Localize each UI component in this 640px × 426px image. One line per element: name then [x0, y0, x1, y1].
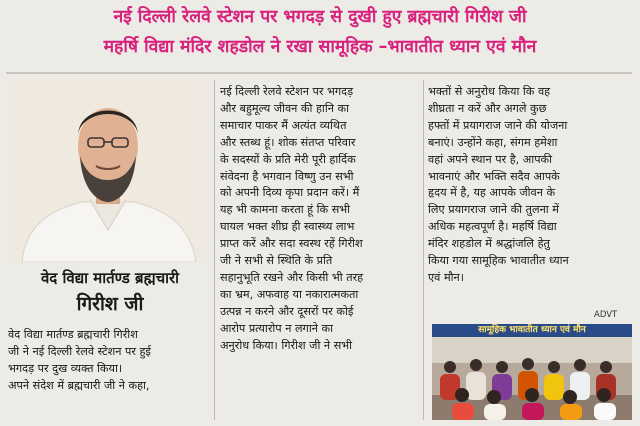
text-line: नई दिल्ली रेलवे स्टेशन पर भगदड़	[220, 85, 354, 98]
text-line: शीघ्रता न करें और अगले कुछ	[428, 101, 547, 115]
text-line: भगदड़ पर दुख व्यक्त किया।	[8, 361, 123, 375]
text-line: यह भी कामना करता हूं कि सभी	[220, 203, 351, 217]
text-line: अधिक महत्वपूर्ण है। महर्षि विद्या	[428, 220, 557, 234]
text-line: हफ्तों में प्रयागराज जाने की योजना	[428, 118, 568, 132]
text-line: मंदिर शहडोल में श्रद्धांजलि हेतु	[428, 237, 550, 251]
headline-rule	[6, 72, 632, 74]
caption-name: गिरीश जी	[76, 293, 144, 315]
text-line: लिए प्रयागराज जाने की तुलना में	[428, 203, 559, 217]
text-line: का भ्रम, अफवाह या नकारात्मकता	[220, 287, 359, 301]
text-line: वहां अपने स्थान पर है, आपकी	[428, 152, 553, 166]
text-line: भावनाएं और भक्ति सदैव आपके	[428, 169, 560, 183]
headline-line-2: महर्षि विद्या मंदिर शहडोल ने रखा सामूहिक –भावातीत ध्यान एवं मौन	[103, 37, 537, 57]
text-line: जी ने नई दिल्ली रेलवे स्टेशन पर हुई	[8, 344, 151, 358]
text-line: के सदस्यों के प्रति मेरी पूरी हार्दिक	[220, 152, 356, 166]
article-column-1	[8, 327, 212, 395]
article-column-2	[220, 84, 418, 355]
caption-title: वेद विद्या मार्तण्ड ब्रह्मचारी	[40, 269, 180, 287]
headline-line-1: नई दिल्ली रेलवे स्टेशन पर भगदड़ से दुखी हुए ब्रह्मचारी गिरीश जी	[113, 7, 527, 27]
text-line: आरोप प्रत्यारोप न लगाने का	[220, 321, 333, 335]
text-line: और बहुमूल्य जीवन की हानि का	[220, 101, 349, 115]
text-line: अनुरोध किया। गिरीश जी ने सभी	[220, 338, 353, 352]
advt-label: ADVT	[594, 310, 618, 320]
text-line: अपने संदेश में ब्रह्मचारी जी ने कहा,	[8, 378, 150, 392]
text-line: किया गया सामूहिक भावातीत ध्यान	[428, 254, 569, 268]
meditation-photo	[432, 324, 632, 420]
article-column-3	[428, 84, 632, 287]
headline	[4, 2, 636, 70]
column-divider-2	[423, 80, 424, 420]
portrait-illustration	[12, 80, 204, 262]
text-line: उत्पन्न न करने और दूसरों पर कोई	[220, 304, 354, 318]
text-line: और स्तब्ध हूं। शोक संतप्त परिवार	[220, 135, 356, 149]
text-line: सहानुभूति रखने और किसी भी तरह	[220, 270, 364, 284]
text-line: समाचार पाकर मैं अत्यंत व्यथित	[220, 118, 347, 132]
text-line: जी ने सभी से स्थिति के प्रति	[220, 254, 333, 268]
column-divider-1	[214, 80, 215, 420]
portrait-photo	[12, 80, 204, 262]
meditation-photo-banner: सामूहिक भावातीत ध्यान एवं मौन	[432, 324, 632, 337]
meditation-group-illustration	[432, 337, 632, 420]
text-line: भक्तों से अनुरोध किया कि वह	[428, 85, 551, 98]
text-line: प्राप्त करें और सदा स्वस्थ रहें गिरीश	[220, 237, 363, 251]
text-line: घायल भक्त शीघ्र ही स्वास्थ्य लाभ	[220, 220, 355, 234]
text-line: हृदय में है, यह आपके जीवन के	[428, 186, 556, 200]
text-line: को अपनी दिव्य कृपा प्रदान करें। मैं	[220, 186, 360, 200]
photo-caption	[10, 266, 210, 318]
text-line: संवेदना है भगवान विष्णु उन सभी	[220, 169, 354, 183]
text-line: वेद विद्या मार्तण्ड ब्रह्मचारी गिरीश	[8, 328, 138, 341]
text-line: एवं मौन।	[428, 270, 465, 284]
text-line: बनाएं। उन्होंने कहा, संगम हमेशा	[428, 135, 558, 149]
